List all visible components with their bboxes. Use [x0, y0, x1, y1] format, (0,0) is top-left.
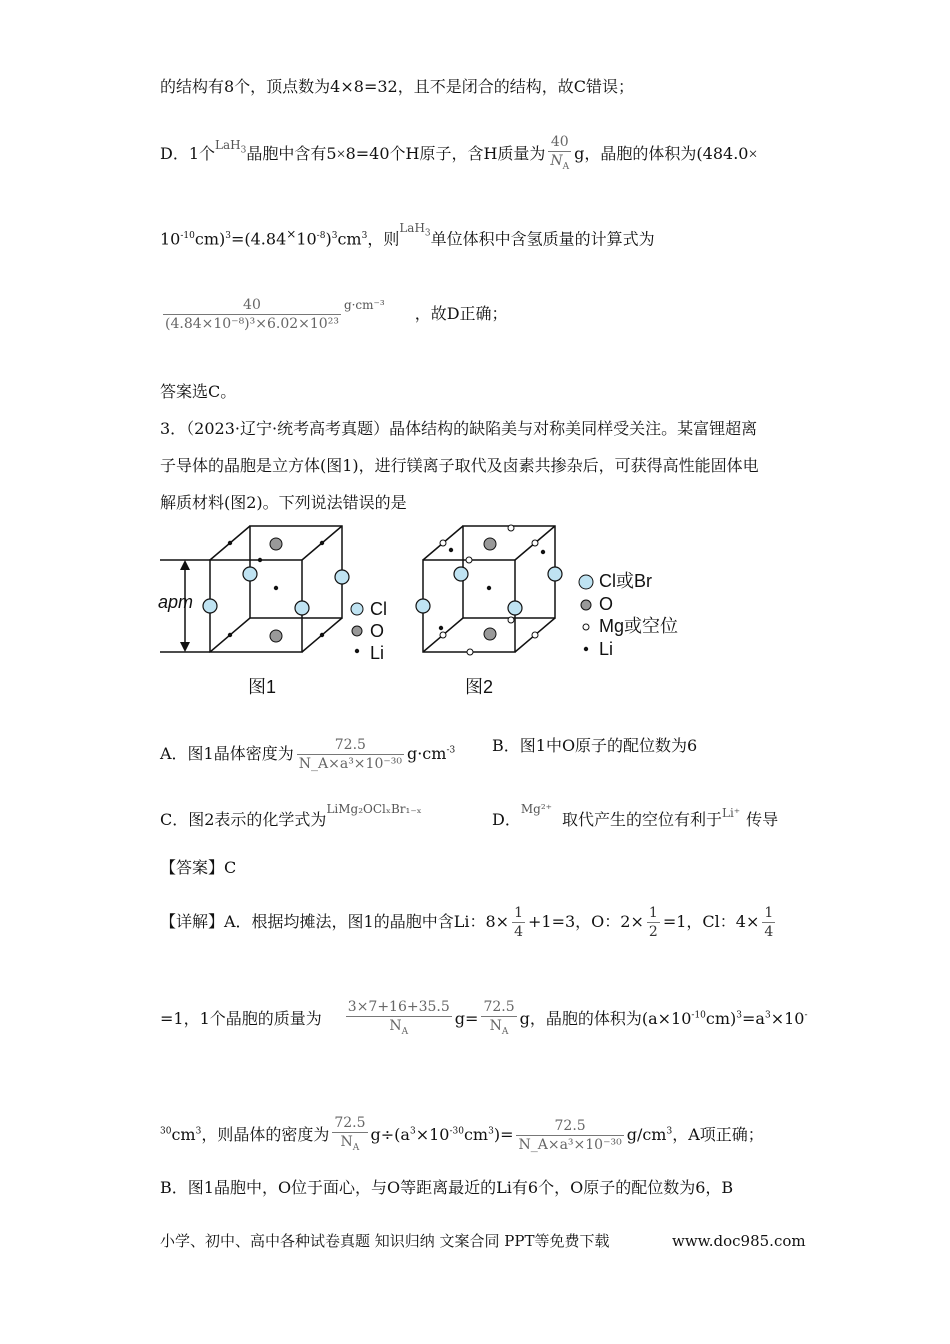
text-span: ×	[748, 145, 758, 163]
fraction: $\frac{40}{N_A}$	[548, 133, 571, 176]
detail-line: $^{30}cm^3$，则晶体的密度为 $\frac{72.5}{N_A}$ $g\div(a^3\times 10^{-30}cm^3)=$ $\frac{72.5}{\text{N\_A×a³×10⁻³⁰}}$ $g/cm^3$，A项正确；	[160, 1114, 764, 1157]
option-d: D．$^{Mg^{2+}}$取代产生的空位有利于$^{Li^+}$ 传导	[492, 802, 779, 829]
fraction: $\frac{72.5}{N_A}$	[332, 1114, 367, 1157]
fraction: $\frac{72.5}{N_A}$	[481, 998, 516, 1041]
answer: 【答案】C	[160, 858, 237, 877]
option-b: B．图1中O原子的配位数为6	[492, 736, 698, 755]
option-c: C．图2表示的化学式为$^{LiMg_2OCl_xBr_{1-x}}$	[160, 802, 422, 829]
footer-url[interactable]: www.doc985.com	[672, 1232, 806, 1250]
option-a: A．图1晶体密度为 $\frac{72.5}{\text{N\_A×a³×10⁻³⁰}}$ $g\cdot cm^{-3}$	[160, 737, 456, 772]
text-line	[160, 133, 758, 176]
fraction: $\frac{1}{4}$	[514, 905, 523, 940]
text-span: 8=40个H原子，含H质量为	[345, 143, 546, 163]
fraction: $\frac{1}{4}$	[764, 905, 774, 940]
detail-line: 【详解】A．根据均摊法，图1的晶胞中含Li：8× $\frac{1}{4}$ +1=3，O：2× $\frac{1}{2}$ =1，Cl：4× $\frac{1}{4}$	[160, 905, 774, 940]
text-span: g，晶胞的体积为(484.0	[574, 143, 749, 163]
detail-line: B．图1晶胞中，O位于面心，与O等距离最近的Li有6个，O原子的配位数为6，B	[160, 1178, 734, 1197]
formula-image: LaH3	[215, 137, 247, 156]
fraction: $\frac{72.5}{\text{N\_A×a³×10⁻³⁰}}$	[298, 737, 402, 772]
fraction: $\frac{3\times 7+16+35.5}{N_A}$	[346, 998, 452, 1041]
fraction: $\frac{72.5}{\text{N\_A×a³×10⁻³⁰}}$	[518, 1117, 622, 1153]
legend-2: Cl或Br O Mg或空位 Li	[599, 571, 679, 659]
text-line: $10^{-10}cm)^3=(4.84^\times 10^{-8})^3cm^3$，则$^{LaH_3}$单位体积中含氢质量的计算式为	[160, 221, 655, 249]
formula-image: Mg²⁺	[520, 802, 552, 816]
figure-caption: 图2	[465, 677, 494, 697]
fraction: $\frac{40}{\text{(4.84×10⁻⁸)³×6.02×10²³}}$	[165, 297, 339, 332]
text-span: 晶胞中含有5	[246, 143, 337, 163]
text-line: 的结构有8个，顶点数为4×8=32，且不是闭合的结构，故C错误；	[160, 77, 634, 96]
text-line: 解质材料(图2)。下列说法错误的是	[160, 493, 407, 512]
dimension-label: apm	[158, 592, 194, 612]
formula-image: LaH3	[399, 221, 431, 239]
figure-caption: 图1	[248, 677, 277, 697]
unit: g·cm⁻³	[343, 298, 385, 312]
formula-image: LiMg₂OClₓBr₁₋ₓ	[326, 802, 422, 816]
footer-text: 小学、初中、高中各种试卷真题 知识归纳 文案合同 PPT等免费下载	[160, 1232, 610, 1250]
question-title: 3．（2023·辽宁·统考高考真题）晶体结构的缺陷美与对称美同样受关注。某富锂超离	[160, 419, 758, 438]
text-span: ×	[336, 145, 346, 163]
detail-line: =1，1个晶胞的质量为 $\frac{3\times 7+16+35.5}{N_A}$ g= $\frac{72.5}{N_A}$ g，晶胞的体积为$(a\times 10^{-10}cm)^3=a^3\times 10^-$	[160, 998, 808, 1041]
fraction: $\frac{1}{2}$	[648, 905, 658, 940]
text-span: D．1个	[160, 143, 216, 163]
legend-1-markers	[349, 600, 369, 660]
text-line: 答案选C。	[160, 382, 237, 401]
legend-2-markers	[578, 572, 598, 656]
legend-1: Cl O Li	[370, 599, 387, 663]
text-line: $\frac{40}{\text{(4.84×10⁻⁸)³×6.02×10²³}}$ $^{g\cdot cm^{-3}}$ ，故D正确；	[165, 297, 508, 332]
crystal-figure-2	[415, 522, 575, 662]
formula-image: Li⁺	[721, 806, 741, 820]
text-line: 子导体的晶胞是立方体(图1)，进行镁离子取代及卤素共掺杂后，可获得高性能固体电	[160, 456, 759, 475]
